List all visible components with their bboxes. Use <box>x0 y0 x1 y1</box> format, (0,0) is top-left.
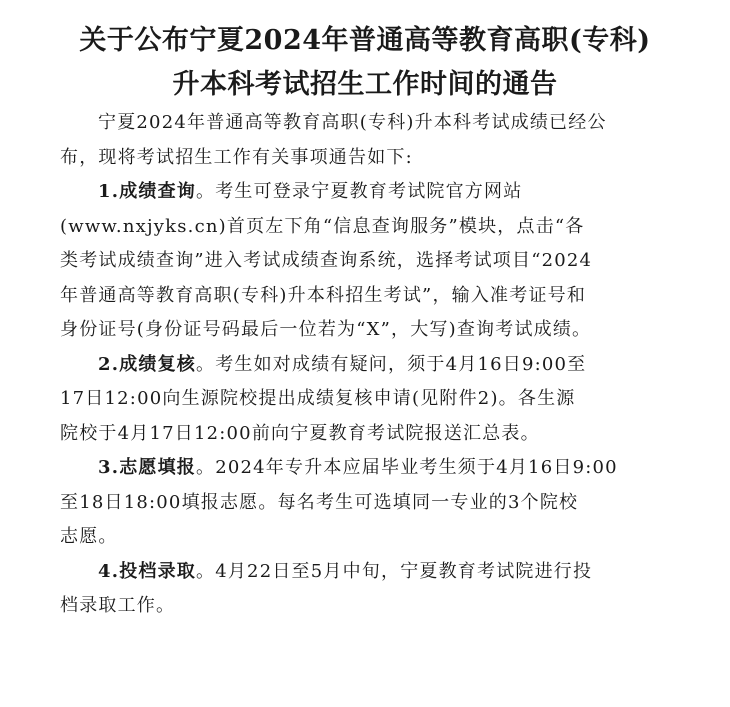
section-2-first-text: 。考生如对成绩有疑问，须于4月16日9:00至 <box>196 353 587 375</box>
section-2-heading: 2.成绩复核 <box>98 353 196 375</box>
intro-line-1: 宁夏2024年普通高等教育高职(专科)升本科考试成绩已经公 <box>98 112 607 133</box>
section-1-line: (www.nxjyks.cn)首页左下角“信息查询服务”模块，点击“各 <box>60 215 585 237</box>
section-1-line: 类考试成绩查询”进入考试成绩查询系统，选择考试项目“2024 <box>60 250 593 271</box>
section-4-first-text: 。4月22日至5月中旬，宁夏教育考试院进行投 <box>196 560 593 582</box>
section-3-heading: 3.志愿填报 <box>98 457 196 478</box>
section-1-line: 身份证号(身份证号码最后一位若为“X”，大写)查询考试成绩。 <box>60 319 592 340</box>
section-1-first-text: 。考生可登录宁夏教育考试院官方网站 <box>196 181 523 202</box>
title-line-1: 关于公布宁夏2024年普通高等教育高职(专科) <box>79 25 651 56</box>
section-3-first-text: 。2024年专升本应届毕业考生须于4月16日9:00 <box>196 457 618 478</box>
section-2-first-line <box>60 348 650 383</box>
section-3-line: 志愿。 <box>60 526 118 547</box>
section-4-heading: 4.投档录取 <box>98 560 196 582</box>
intro-line-2: 布，现将考试招生工作有关事项通告如下: <box>60 146 413 168</box>
section-2-line: 院校于4月17日12:00前向宁夏教育考试院报送汇总表。 <box>60 422 540 444</box>
section-4-first-line <box>60 555 650 590</box>
notice-body <box>60 106 650 624</box>
title-line-2: 升本科考试招生工作时间的通告 <box>172 69 558 100</box>
section-3-first-line <box>60 451 650 486</box>
section-1-heading: 1.成绩查询 <box>98 181 196 202</box>
section-1-first-line <box>60 175 650 210</box>
section-4-line: 档录取工作。 <box>60 595 176 616</box>
section-3-line: 至18日18:00填报志愿。每名考生可选填同一专业的3个院校 <box>60 491 579 513</box>
section-1-line: 年普通高等教育高职(专科)升本科招生考试”，输入准考证号和 <box>60 284 587 306</box>
section-2-line: 17日12:00向生源院校提出成绩复核申请(见附件2)。各生源 <box>60 388 576 409</box>
